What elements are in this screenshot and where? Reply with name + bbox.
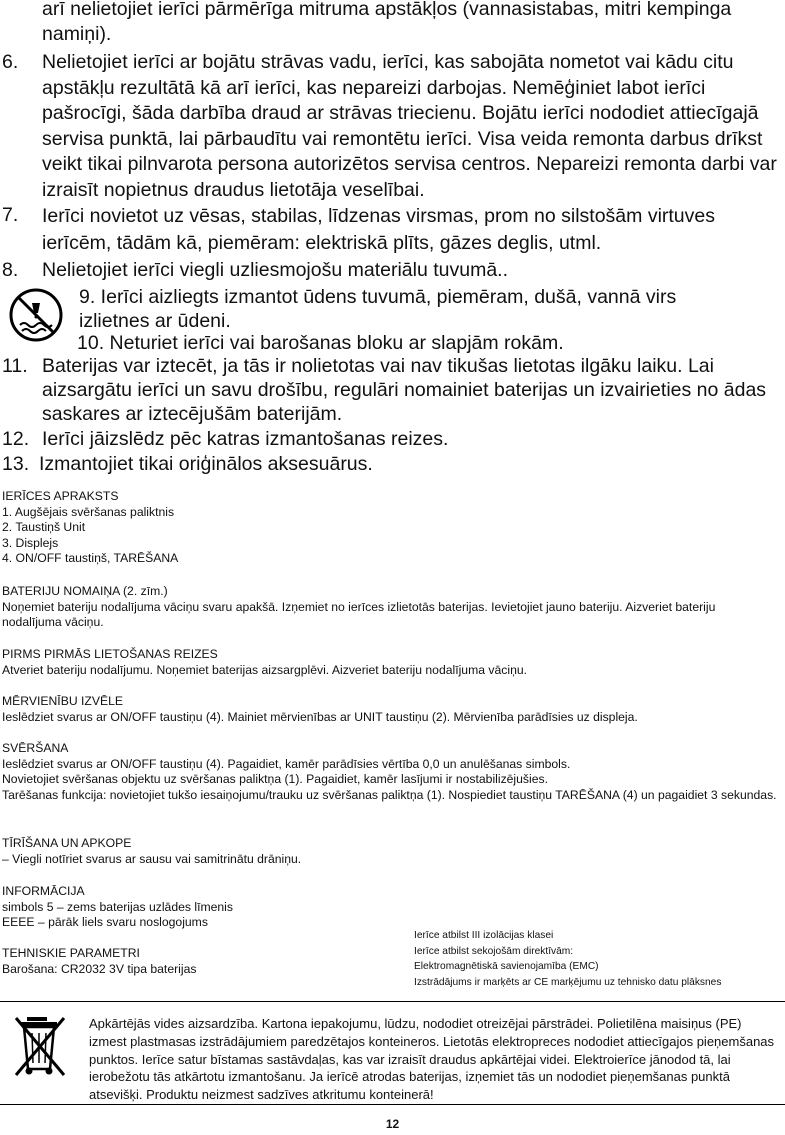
info-heading: INFORMĀCIJA bbox=[2, 884, 85, 898]
units-section bbox=[2, 694, 777, 725]
compliance-line: Ierīce atbilst sekojošām direktīvām: bbox=[414, 945, 574, 957]
specs-section bbox=[2, 946, 196, 977]
item-number: 7. bbox=[2, 204, 19, 226]
item-text: Baterijas var iztecēt, ja tās ir nolietotas vai nav tikušas lietotas ilgāku laiku. Lai aizsargātu ierīci un savu drošību, regulāri nomainiet baterijas un izvairieties no ādas saskares ar iztecējušām baterijām. bbox=[42, 355, 767, 425]
weighing-line: Tarēšanas funkcija: novietojiet tukšo iesaiņojumu/trauku uz svēršanas paliktņa (1). Nospiediet taustiņu TARĒŠANA (4) un pagaidiet 3 sekundas. bbox=[2, 787, 777, 802]
item-text: Ierīci jāizslēdz pēc katras izmantošanas reizes. bbox=[42, 428, 449, 450]
item-text: Ierīci novietot uz vēsas, stabilas, līdzenas virsmas, prom no silstošām virtuves ierīcēm, tādām kā, piemēram: elektriskā plīts, gāzes deglis, utml. bbox=[42, 205, 715, 254]
first-use-heading: PIRMS PIRMĀS LIETOŠANAS REIZES bbox=[2, 647, 218, 661]
crossed-bin-icon bbox=[13, 1013, 69, 1083]
battery-heading: BATERIJU NOMAIŅA (2. zīm.) bbox=[2, 584, 168, 598]
weighing-line: Novietojiet svēršanas objektu uz svēršanas paliktņa (1). Pagaidiet, kamēr lasījumi ir nostabilizējušies. bbox=[2, 772, 548, 786]
compliance-line: Izstrādājums ir marķēts ar CE marķējumu uz tehnisko datu plāksnes bbox=[414, 976, 722, 988]
cleaning-section bbox=[2, 836, 777, 867]
compliance-line: Ierīce atbilst III izolācijas klasei bbox=[414, 930, 554, 941]
cleaning-heading: TĪRĪŠANA UN APKOPE bbox=[2, 836, 132, 850]
compliance-section bbox=[414, 928, 784, 990]
info-section bbox=[2, 884, 233, 931]
item-number: 13. bbox=[2, 453, 30, 475]
units-heading: MĒRVIENĪBU IZVĒLE bbox=[2, 694, 124, 708]
weighing-section bbox=[2, 741, 777, 803]
environment-bottom-rule bbox=[0, 1104, 785, 1105]
description-line: 4. ON/OFF taustiņš, TARĒŠANA bbox=[2, 551, 179, 565]
first-use-text: Atveriet bateriju nodalījumu. Noņemiet baterijas aizsargplēvi. Aizveriet bateriju nodalījuma vāciņu. bbox=[2, 662, 528, 677]
environment-top-rule bbox=[0, 1001, 785, 1002]
battery-text: Noņemiet bateriju nodalījuma vāciņu svaru apakšā. Izņemiet no ierīces izlietotās baterijas. Ievietojiet jauno bateriju. Aizveriet bateriju nodalījuma vāciņu. bbox=[2, 599, 716, 629]
specs-text: Barošana: CR2032 3V tipa baterijas bbox=[2, 961, 197, 976]
item-text: Nelietojiet ierīci viegli uzliesmojošu materiālu tuvumā.. bbox=[42, 259, 509, 281]
safety-item-9: 9. Ierīci aizliegts izmantot ūdens tuvumā, piemēram, dušā, vannā virs izlietnes ar ūdeni. bbox=[79, 286, 677, 332]
description-heading: IERĪCES APRAKSTS bbox=[2, 489, 119, 503]
item-number: 6. bbox=[2, 51, 19, 73]
description-line: 2. Taustiņš Unit bbox=[2, 520, 86, 534]
info-line: simbols 5 – zems baterijas uzlādes līmenis bbox=[2, 899, 233, 914]
weighing-heading: SVĒRŠANA bbox=[2, 741, 69, 755]
safety-item-5-continuation: arī nelietojiet ierīci pārmērīga mitruma apstākļos (vannasistabas, mitri kempinga namiņi). bbox=[42, 0, 732, 45]
no-water-icon bbox=[8, 287, 64, 343]
cleaning-text: – Viegli notīriet svarus ar sausu vai samitrinātu drāniņu. bbox=[2, 851, 302, 866]
item-text: Nelietojiet ierīci ar bojātu strāvas vadu, ierīci, kas sabojāta nometot vai kādu citu apstākļu rezultātā kā arī ierīci, kas nepareizi darbojas. Nemēģiniet labot ierīci pašrocīgi, šāda darbība draud ar strāvas triecienu. Bojātu ierīci nododiet attiecīgajā servisa punktā, lai pārbaudītu vai remontētu ierīci. Visa veida remonta darbus drīkst veikt tikai pilnvarota persona autorizētos servisa centros. Nepareizi remonta darbi var izraisīt nopietnus draudus lietotāja veselībai. bbox=[42, 51, 777, 201]
battery-section bbox=[2, 584, 777, 631]
description-section bbox=[2, 489, 178, 567]
compliance-line: Elektromagnētiskā savienojamība (EMC) bbox=[414, 961, 599, 972]
info-line: EEEE – pārāk liels svaru noslogojums bbox=[2, 915, 208, 929]
item-number: 12. bbox=[2, 428, 30, 450]
description-line: 1. Augšējais svēršanas paliktnis bbox=[2, 504, 175, 519]
item-number: 8. bbox=[2, 259, 19, 281]
first-use-section bbox=[2, 647, 777, 678]
description-line: 3. Displejs bbox=[2, 535, 59, 550]
weighing-line: Ieslēdziet svarus ar ON/OFF taustiņu (4). Pagaidiet, kamēr parādīsies vērtība 0,0 un anulēšanas simbols. bbox=[2, 756, 571, 771]
item-text: Izmantojiet tikai oriģinālos aksesuārus. bbox=[39, 453, 373, 475]
specs-heading: TEHNISKIE PARAMETRI bbox=[2, 946, 140, 960]
environment-text: Apkārtējās vides aizsardzība. Kartona iepakojumu, lūdzu, nododiet otreizējai pārstrādei. Polietilēna maisiņus (PE) izmest plastmasas izstrādājumiem paredzētajos konteineros. Lietotās elektropreces nododiet attiecīgajos pieņemšanas punktos. Ierīce satur bīstamas sastāvdaļas, kas var izraisīt draudus apkārtējai videi. Elektroierīce jānodod tā, lai ierobežotu tās atkārtotu izmantošanu. Ja ierīcē atrodas baterijas, izņemiet tās un nododiet pieņemšanas punktā atsevišķi. Produktu neizmest sadzīves atkritumu konteinerā! bbox=[89, 1016, 775, 1103]
item-number: 11. bbox=[2, 355, 28, 377]
units-text: Ieslēdziet svarus ar ON/OFF taustiņu (4). Mainiet mērvienības ar UNIT taustiņu (2). Mērvienība parādīsies uz displeja. bbox=[2, 709, 638, 724]
page-number: 12 bbox=[385, 1117, 400, 1131]
safety-item-10: 10. Neturiet ierīci vai barošanas bloku ar slapjām rokām. bbox=[77, 332, 564, 354]
